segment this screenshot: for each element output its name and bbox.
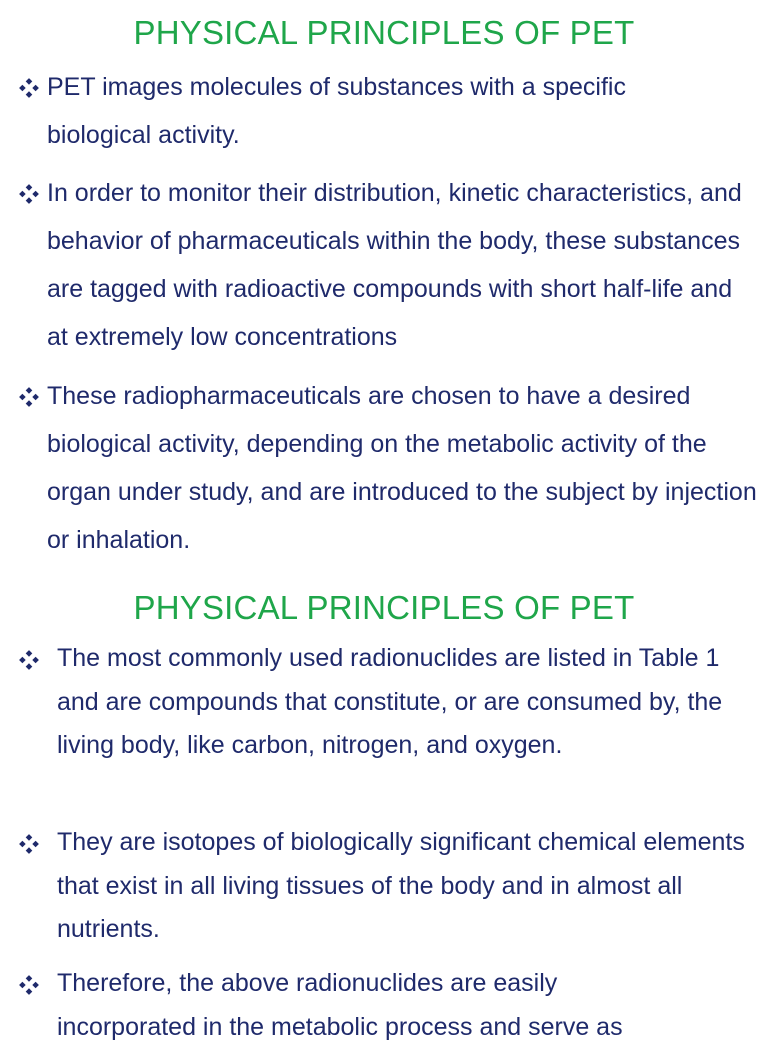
bullet-item bbox=[18, 821, 758, 955]
bullet-item bbox=[18, 637, 758, 813]
slide-title: PHYSICAL PRINCIPLES OF PET bbox=[133, 589, 635, 626]
bullet-item bbox=[18, 169, 758, 359]
four-diamond-bullet-icon bbox=[18, 183, 40, 205]
bullet-item bbox=[18, 962, 758, 1041]
bullet-text: These radiopharmaceuticals are chosen to have a desired biological activity, depending on the metabolic activity of the organ under study, and are introduced to the subject by injection or inhalation. bbox=[47, 382, 757, 554]
four-diamond-bullet-icon bbox=[18, 386, 40, 408]
four-diamond-bullet-icon bbox=[18, 833, 40, 855]
bullet-text: They are isotopes of biologically significant chemical elements that exist in all living tissues of the body and in almost all nutrients. bbox=[57, 828, 745, 943]
bullet-text: The most commonly used radionuclides are listed in Table 1 and are compounds that constitute, or are consumed by, the living body, like carbon, nitrogen, and oxygen. bbox=[57, 644, 723, 759]
bullet-item bbox=[18, 372, 758, 562]
four-diamond-bullet-icon bbox=[18, 974, 40, 996]
slide-title: PHYSICAL PRINCIPLES OF PET bbox=[133, 14, 635, 51]
bullet-item bbox=[18, 63, 758, 163]
bullet-text: Therefore, the above radionuclides are easily incorporated in the metabolic process and serve as bbox=[57, 969, 623, 1041]
four-diamond-bullet-icon bbox=[18, 77, 40, 99]
bullet-text: In order to monitor their distribution, kinetic characteristics, and behavior of pharmaceuticals within the body, these substances are tagged with radioactive compounds with short half-life and at extremely low concentrations bbox=[47, 179, 742, 351]
four-diamond-bullet-icon bbox=[18, 649, 40, 671]
bullet-text: PET images molecules of substances with a specific biological activity. bbox=[47, 73, 626, 149]
